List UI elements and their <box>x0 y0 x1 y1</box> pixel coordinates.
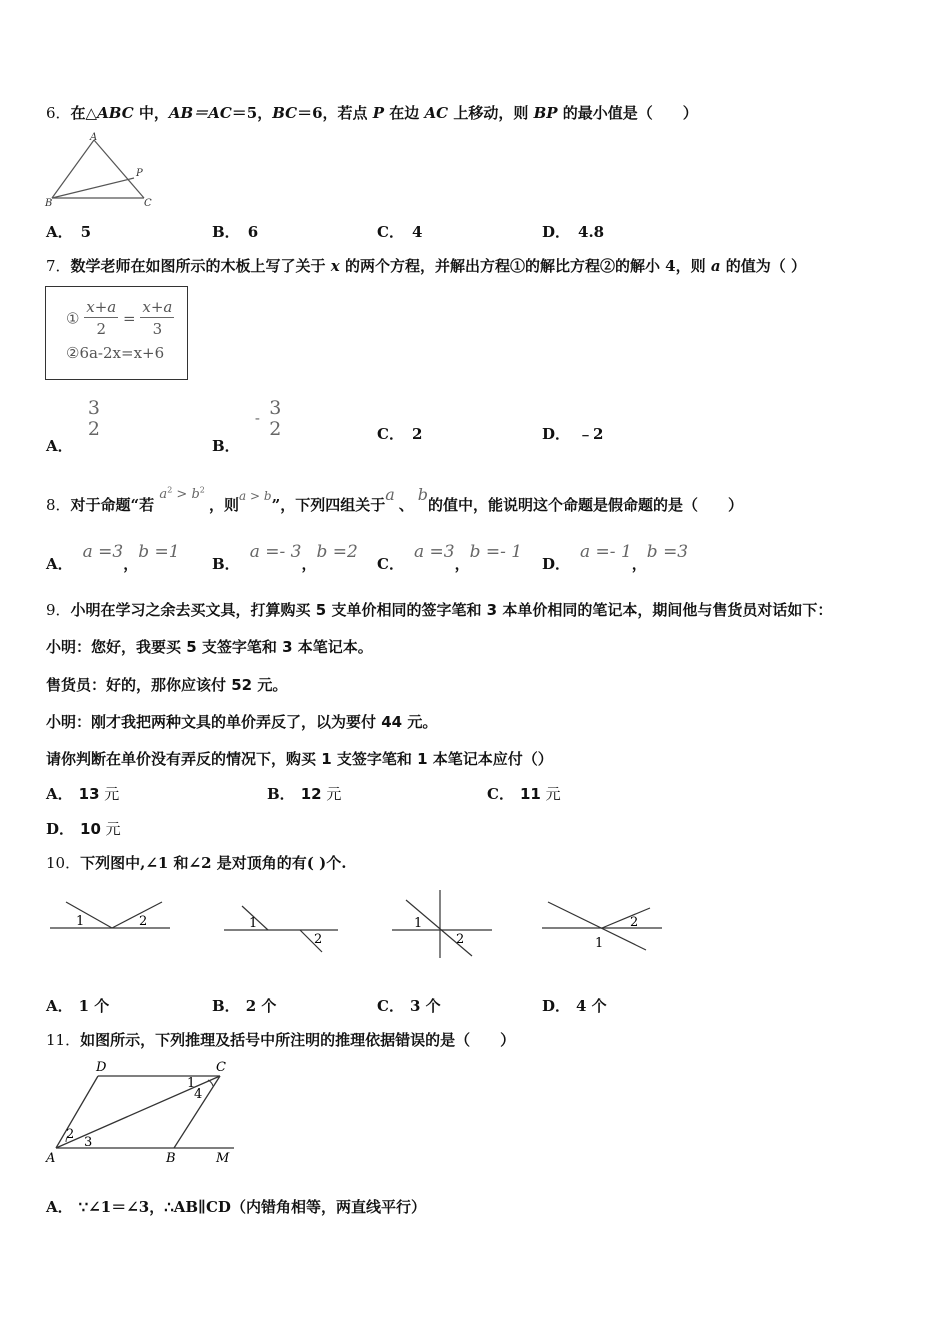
q6-label-a: A <box>90 132 98 143</box>
q6-option-c[interactable]: C． 4 <box>377 223 423 241</box>
q6-number: 6． <box>46 104 71 122</box>
q6-label-b: B <box>45 198 53 208</box>
q8-option-a[interactable]: A．a =3，b =1 <box>46 542 180 573</box>
q7-option-a[interactable]: A． 3 2 <box>46 397 100 455</box>
q8-option-d[interactable]: D．a =- 1，b =3 <box>542 542 689 573</box>
q8-stem: 8．对于命题“若 $a^2 > b^2$ ，则$^{a > b}$”，下列四组关于a、b的值中，能说明这个命题是假命题的是（ ） <box>46 485 744 514</box>
q9-dialogue-2: 售货员：好的，那你应该付 52 元。 <box>46 676 288 694</box>
q7-stem: 7．数学老师在如图所示的木板上写了关于 x 的两个方程，并解出方程①的解比方程②的解小 4，则 a 的值为（ ） <box>46 257 807 275</box>
q8-option-c[interactable]: C．a =3，b =- 1 <box>377 542 523 573</box>
q9-dialogue-3: 小明：刚才我把两种文具的单价弄反了，以为要付 44 元。 <box>46 713 438 731</box>
q6-label-c: C <box>144 198 152 208</box>
svg-text:2: 2 <box>139 914 148 929</box>
q9-option-b[interactable]: B． 12 元 <box>267 785 342 803</box>
q11-angle-2: 2 <box>66 1127 75 1142</box>
q10-figure-1 <box>50 902 170 929</box>
q11-number: 11． <box>46 1031 81 1049</box>
q6-label-p: P <box>136 168 143 179</box>
q10-option-a[interactable]: A． 1 个 <box>46 997 110 1015</box>
q7-equation-board <box>45 286 188 380</box>
q10-option-b[interactable]: B． 2 个 <box>212 997 277 1015</box>
q6-option-b[interactable]: B． 6 <box>212 223 259 241</box>
q11-label-d: D <box>96 1060 107 1075</box>
q11-label-m: M <box>216 1151 230 1166</box>
q6-option-d[interactable]: D． 4.8 <box>542 223 605 241</box>
q10-number: 10． <box>46 854 81 872</box>
q10-option-c[interactable]: C． 3 个 <box>377 997 441 1015</box>
q9-option-d[interactable]: D． 10 元 <box>46 820 121 838</box>
q9-stem-line1: 9．小明在学习之余去买文具，打算购买 5 支单价相同的签字笔和 3 本单价相同的笔记本，期间他与售货员对话如下： <box>46 601 833 619</box>
q6-triangle-figure <box>44 130 156 208</box>
q6-option-a[interactable]: A． 5 <box>46 223 92 241</box>
q11-parallelogram-figure <box>44 1056 240 1168</box>
q8-number: 8． <box>46 496 71 514</box>
q9-dialogue-1: 小明：您好，我要买 5 支签字笔和 3 本笔记本。 <box>46 638 373 656</box>
q8-option-b[interactable]: B．a =- 3，b =2 <box>212 542 358 573</box>
q9-number: 9． <box>46 601 71 619</box>
q10-stem: 10．下列图中,∠1 和∠2 是对顶角的有( )个. <box>46 854 347 872</box>
q10-figure-2 <box>224 906 338 952</box>
q10-angle-figures <box>46 888 666 960</box>
q11-label-c: C <box>216 1060 226 1075</box>
q9-question: 请你判断在单价没有弄反的情况下，购买 1 支签字笔和 1 本笔记本应付（） <box>46 750 553 768</box>
svg-text:2: 2 <box>314 932 323 947</box>
q11-angle-4: 4 <box>194 1087 203 1102</box>
q7-equation-1: ① $\frac{x+a}{2}$ = $\frac{x+a}{3}$ <box>66 298 173 338</box>
q11-stem: 11．如图所示，下列推理及括号中所注明的推理依据错误的是（ ） <box>46 1031 516 1049</box>
q7-option-d[interactable]: D． ﹣2 <box>542 425 604 443</box>
q7-option-b[interactable]: B． - 3 2 <box>212 397 282 455</box>
svg-text:2: 2 <box>630 915 639 930</box>
q10-option-d[interactable]: D． 4 个 <box>542 997 607 1015</box>
q11-angle-3: 3 <box>84 1135 93 1150</box>
svg-text:1: 1 <box>414 916 423 931</box>
q6-stem: 6．在△ABC 中，AB＝AC＝5，BC＝6，若点 P 在边 AC 上移动，则 BP 的最小值是（ ） <box>46 104 698 122</box>
q7-equation-2: ②6a-2x=x+6 <box>66 344 165 362</box>
svg-text:1: 1 <box>595 936 604 951</box>
q11-label-a: A <box>46 1151 56 1166</box>
svg-text:2: 2 <box>456 932 465 947</box>
q9-option-c[interactable]: C． 11 元 <box>487 785 561 803</box>
q10-figure-3 <box>392 890 492 958</box>
svg-text:1: 1 <box>76 914 85 929</box>
q11-option-a[interactable]: A． ∵∠1＝∠3，∴AB∥CD（内错角相等，两直线平行） <box>46 1198 426 1216</box>
q7-option-c[interactable]: C． 2 <box>377 425 423 443</box>
q11-angle-1: 1 <box>187 1076 196 1091</box>
q7-number: 7． <box>46 257 71 275</box>
svg-text:1: 1 <box>249 916 258 931</box>
q11-label-b: B <box>166 1151 176 1166</box>
q9-option-a[interactable]: A． 13 元 <box>46 785 120 803</box>
q10-figure-4 <box>542 902 662 951</box>
